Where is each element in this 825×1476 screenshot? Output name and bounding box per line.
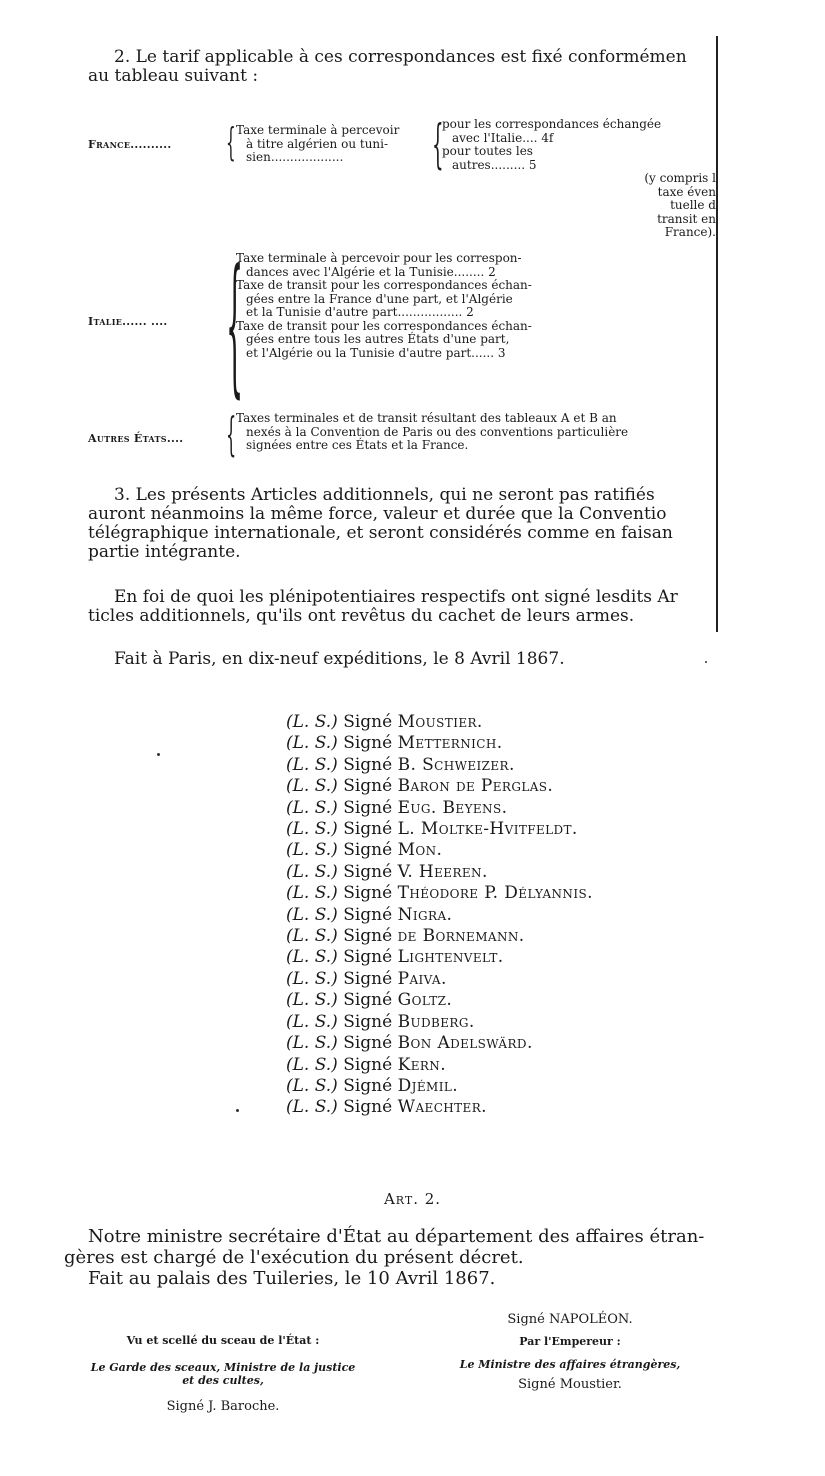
signature-napoleon: Signé NAPOLÉON. xyxy=(507,1312,633,1327)
decree-text xyxy=(64,1226,718,1289)
signature-baroche: Signé J. Baroche. xyxy=(166,1399,280,1414)
signature-row xyxy=(286,1097,593,1118)
minister-title: Le Garde des sceaux, Ministre de la justice xyxy=(90,1361,356,1374)
text-line: tuelle d xyxy=(670,198,716,212)
text-line: nexés à la Convention de Paris ou des conventions particulière xyxy=(246,424,629,439)
signed-word: Signé xyxy=(343,1033,393,1054)
signed-word: Signé xyxy=(343,776,393,797)
signatory-name: Budberg. xyxy=(397,1011,475,1032)
seal-mark: (L. S.) xyxy=(286,904,338,925)
seal-mark: (L. S.) xyxy=(286,819,338,840)
signed-word: Signé xyxy=(343,1011,393,1032)
signature-moustier: Signé Moustier. xyxy=(518,1377,622,1392)
signatory-name: Eug. Beyens. xyxy=(397,797,508,818)
signed-word: Signé xyxy=(343,947,393,968)
text-line: pour toutes les xyxy=(442,144,533,158)
signed-word: Signé xyxy=(343,861,393,882)
paragraph-line: partie intégrante. xyxy=(88,542,241,562)
signatory-name: L. Moltke-Hvitfeldt. xyxy=(397,819,578,840)
signature-row xyxy=(286,840,593,861)
seal-mark: (L. S.) xyxy=(286,926,338,947)
paragraph-line: au tableau suivant : xyxy=(88,66,259,86)
text-line: transit en xyxy=(657,211,716,226)
seal-mark: (L. S.) xyxy=(286,797,338,818)
signatory-name: Djémil. xyxy=(397,1075,459,1096)
signature-row xyxy=(286,947,593,968)
italie-rates xyxy=(236,252,532,360)
signatory-name: Waechter. xyxy=(397,1097,487,1118)
france-tax-label xyxy=(236,124,399,165)
signature-row xyxy=(286,969,593,990)
signature-row xyxy=(286,755,593,776)
text-line: autres......... 5 xyxy=(452,157,537,172)
text-line: Taxe terminale à percevoir pour les correspon- xyxy=(236,251,522,265)
paragraph-line: télégraphique internationale, et seront considérés comme en faisan xyxy=(88,523,673,543)
seal-mark: (L. S.) xyxy=(286,733,338,754)
brace-icon: { xyxy=(226,238,244,412)
country-autres-etats: Autres États.... xyxy=(88,432,184,445)
paragraph-line: En foi de quoi les plénipotentiaires respectifs ont signé lesdits Ar xyxy=(114,588,678,607)
paragraph-2 xyxy=(88,48,708,86)
paragraph-line: 2. Le tarif applicable à ces correspondances est fixé conformémen xyxy=(114,48,687,67)
article-title: Art. 2. xyxy=(383,1190,442,1208)
signature-row xyxy=(286,712,593,733)
signature-row xyxy=(286,798,593,819)
signatory-name: Baron de Perglas. xyxy=(397,776,554,797)
print-speck xyxy=(157,753,160,756)
signed-word: Signé xyxy=(343,990,393,1011)
text-line: et la Tunisie d'autre part................. 2 xyxy=(246,305,474,319)
signatory-name: Moustier. xyxy=(397,712,483,732)
paragraph-3 xyxy=(88,486,708,562)
text-line: Taxes terminales et de transit résultant des tableaux A et B an xyxy=(236,411,617,425)
signed-word: Signé xyxy=(343,797,393,818)
signature-row xyxy=(286,1055,593,1076)
text-line: taxe éven xyxy=(657,184,716,199)
france-rates xyxy=(442,118,661,172)
minister-title: Le Ministre des affaires étrangères, xyxy=(459,1358,681,1371)
signatory-name: V. Heeren. xyxy=(397,861,488,882)
paragraph-line: Notre ministre secrétaire d'État au département des affaires étran- xyxy=(88,1226,705,1247)
signature-row xyxy=(286,733,593,754)
signatory-name: Nigra. xyxy=(397,904,453,925)
country-france: France.......... xyxy=(88,138,172,151)
signature-row xyxy=(286,776,593,797)
text-line: gées entre tous les autres États d'une part, xyxy=(246,332,510,346)
signed-word: Signé xyxy=(343,904,393,925)
signed-word: Signé xyxy=(343,754,393,775)
signature-row xyxy=(286,819,593,840)
paragraph-line: ticles additionnels, qu'ils ont revêtus du cachet de leurs armes. xyxy=(88,606,635,626)
text-line: Taxe de transit pour les correspondances échan- xyxy=(236,318,532,333)
signatory-name: Bon Adelswärd. xyxy=(397,1033,533,1054)
text-line: Taxe terminale à percevoir xyxy=(236,123,400,137)
paragraph-foi xyxy=(88,588,708,626)
paragraph-line: Fait au palais des Tuileries, le 10 Avril 1867. xyxy=(88,1268,496,1289)
signatory-name: Goltz. xyxy=(397,990,453,1011)
signatory-name: Paiva. xyxy=(397,968,447,989)
signatory-name: Mon. xyxy=(397,840,443,861)
signature-row xyxy=(286,926,593,947)
seal-mark: (L. S.) xyxy=(286,947,338,968)
paragraph-line: gères est chargé de l'exécution du présent décret. xyxy=(64,1247,524,1268)
emperor-line: Par l'Empereur : xyxy=(519,1335,621,1348)
text-line: à titre algérien ou tuni- xyxy=(246,136,389,151)
text-line: sien................... xyxy=(246,150,344,164)
signature-row xyxy=(286,1076,593,1097)
signatory-name: B. Schweizer. xyxy=(397,754,515,775)
text-line: pour les correspondances échangée xyxy=(442,117,662,131)
signed-word: Signé xyxy=(343,926,393,947)
seal-mark: (L. S.) xyxy=(286,861,338,882)
brace-icon: { xyxy=(226,407,237,461)
signature-row xyxy=(286,990,593,1011)
paragraph-line: Fait à Paris, en dix-neuf expéditions, le 8 Avril 1867. xyxy=(114,650,565,669)
signatory-name: de Bornemann. xyxy=(397,926,525,947)
print-speck xyxy=(236,1109,239,1112)
text-line: avec l'Italie.... 4f xyxy=(452,130,554,145)
seal-line: Vu et scellé du sceau de l'État : xyxy=(126,1334,320,1347)
paragraph-line: 3. Les présents Articles additionnels, qui ne seront pas ratifiés xyxy=(114,486,655,505)
signatory-name: Kern. xyxy=(397,1054,447,1075)
text-line: Taxe de transit pour les correspondances échan- xyxy=(236,278,532,292)
paragraph-line: auront néanmoins la même force, valeur et durée que la Conventio xyxy=(88,504,667,524)
minister-title: et des cultes, xyxy=(182,1374,264,1387)
seal-mark: (L. S.) xyxy=(286,883,338,904)
france-note xyxy=(620,172,716,240)
text-line: (y compris l xyxy=(644,171,716,185)
text-line: signées entre ces États et la France. xyxy=(246,438,469,452)
fait-a-paris xyxy=(88,650,708,669)
seal-mark: (L. S.) xyxy=(286,990,338,1011)
seal-mark: (L. S.) xyxy=(286,776,338,797)
seal-mark: (L. S.) xyxy=(286,968,338,989)
seal-mark: (L. S.) xyxy=(286,1054,338,1075)
seal-mark: (L. S.) xyxy=(286,840,338,861)
signed-word: Signé xyxy=(343,819,393,840)
text-line: France). xyxy=(664,225,716,239)
signatory-name: Metternich. xyxy=(397,733,503,754)
signature-row xyxy=(286,1033,593,1054)
text-line: dances avec l'Algérie et la Tunisie........ 2 xyxy=(246,264,496,279)
autres-rates xyxy=(236,412,628,453)
seal-mark: (L. S.) xyxy=(286,1075,338,1096)
signature-row xyxy=(286,862,593,883)
footer-ministre xyxy=(430,1312,710,1392)
text-line: gées entre la France d'une part, et l'Algérie xyxy=(246,291,513,306)
seal-mark: (L. S.) xyxy=(286,1033,338,1054)
signature-list xyxy=(286,712,593,1119)
signed-word: Signé xyxy=(343,733,393,754)
country-italie: Italie...... .... xyxy=(88,315,168,328)
seal-mark: (L. S.) xyxy=(286,1011,338,1032)
brace-icon: { xyxy=(226,120,236,164)
signed-word: Signé xyxy=(343,712,393,732)
signatory-name: Lightenvelt. xyxy=(397,947,504,968)
signature-row xyxy=(286,905,593,926)
signed-word: Signé xyxy=(343,1054,393,1075)
signatory-name: Théodore P. Délyannis. xyxy=(397,883,593,904)
signed-word: Signé xyxy=(343,968,393,989)
signed-word: Signé xyxy=(343,840,393,861)
signature-row xyxy=(286,883,593,904)
brace-icon: { xyxy=(432,115,444,175)
seal-mark: (L. S.) xyxy=(286,712,338,732)
footer-garde-des-sceaux xyxy=(68,1334,378,1414)
seal-mark: (L. S.) xyxy=(286,1097,338,1118)
signed-word: Signé xyxy=(343,1075,393,1096)
signature-row xyxy=(286,1012,593,1033)
tariff-table xyxy=(88,116,718,466)
text-line: et l'Algérie ou la Tunisie d'autre part...... 3 xyxy=(246,345,506,360)
signed-word: Signé xyxy=(343,883,393,904)
seal-mark: (L. S.) xyxy=(286,754,338,775)
signed-word: Signé xyxy=(343,1097,393,1118)
